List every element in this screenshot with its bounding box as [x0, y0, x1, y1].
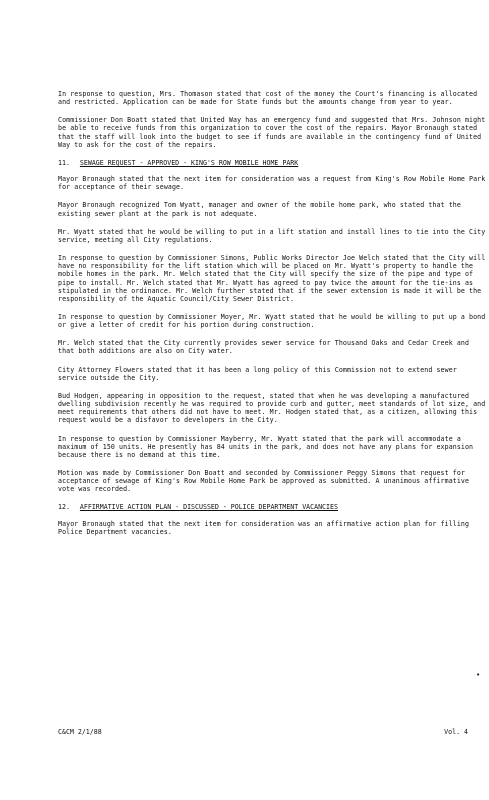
- paragraph: In response to question, Mrs. Thomason stated that cost of the money the Court's financing is allocated and restricted. Application can be made for State funds but the amounts change from year to year.: [58, 90, 478, 107]
- document-page: [58, 90, 488, 546]
- paragraph: Mr. Welch stated that the City currently provides sewer service for Thousand Oaks and Cedar Creek and that both additions are also on City water.: [58, 339, 470, 356]
- paragraph: Commissioner Don Boatt stated that United Way has an emergency fund and suggested that Mrs. Johnson might be able to receive funds from this organization to cover the cost of the repairs. Mayor Bronaugh stated that the staff will look into the budget to see if funds are available in the contingency fund of United Way to ask for the cost of the repairs.: [58, 116, 486, 149]
- page-footer: [58, 728, 468, 736]
- section-heading-12: [58, 503, 488, 511]
- footer-left: C&CM 2/1/88: [58, 728, 102, 736]
- section-title: AFFIRMATIVE ACTION PLAN - DISCUSSED - POLICE DEPARTMENT VACANCIES: [79, 503, 338, 512]
- margin-mark-icon: •: [476, 671, 481, 679]
- paragraph: Motion was made by Commissioner Don Boatt and seconded by Commissioner Peggy Simons that request for acceptance of sewage of King's Row Mobile Home Park be approved as submitted. A unanimous affirmative vote was recorded.: [58, 469, 470, 494]
- section-number: 11.: [58, 158, 70, 167]
- paragraph: City Attorney Flowers stated that it has been a long policy of this Commission not to extend sewer service outside the City.: [58, 365, 457, 382]
- paragraph: In response to question by Commissioner Moyer, Mr. Wyatt stated that he would be willing to put up a bond or give a letter of credit for his portion during construction.: [58, 312, 486, 330]
- paragraph: In response to question by Commissioner Mayberry, Mr. Wyatt stated that the park will accommodate a maximum of 150 units. He presently has 84 units in the park, and does not have any plans for expansion because there is no demand at this time.: [58, 434, 474, 459]
- section-number: 12.: [58, 503, 70, 512]
- section-title: SEWAGE REQUEST - APPROVED - KING'S ROW MOBILE HOME PARK: [79, 158, 299, 167]
- paragraph: In response to question by Commissioner Simons, Public Works Director Joe Welch stated that the City will have no responsibility for the lift station which will be placed on Mr. Wyatt's property to handle the mobile homes in the park. Mr. Welch stated that the City will specify the size of the pipe and type of pipe to install. Mr. Welch stated that Mr. Wyatt has agreed to pay twice the amount for the tie-ins as stipulated in the ordinance. Mr. Welch further stated that if the sewer extension is made it will be the responsibility of the Aquatic Council/City Sewer District.: [58, 254, 486, 303]
- paragraph: Mayor Bronaugh recognized Tom Wyatt, manager and owner of the mobile home park, who stated that the existing sewer plant at the park is not adequate.: [58, 201, 461, 218]
- paragraph: Mayor Bronaugh stated that the next item for consideration was a request from King's Row Mobile Home Park for acceptance of their sewage.: [58, 175, 486, 192]
- paragraph: Bud Hodgen, appearing in opposition to the request, stated that when he was developing a manufactured dwelling subdivision recently he was required to provide curb and gutter, meet standards of lot size, and meet requirements that others did not have to meet. Mr. Hodgen stated that, as a citizen, allowing this request would be a disfavor to developers in the City.: [58, 391, 486, 425]
- paragraph: Mayor Bronaugh stated that the next item for consideration was an affirmative action plan for filling Police Department vacancies.: [58, 519, 470, 536]
- section-heading-11: [58, 159, 488, 167]
- footer-right: Vol. 4: [444, 728, 468, 736]
- paragraph: Mr. Wyatt stated that he would be willing to put in a lift station and install lines to tie into the City service, meeting all City regulations.: [58, 227, 486, 244]
